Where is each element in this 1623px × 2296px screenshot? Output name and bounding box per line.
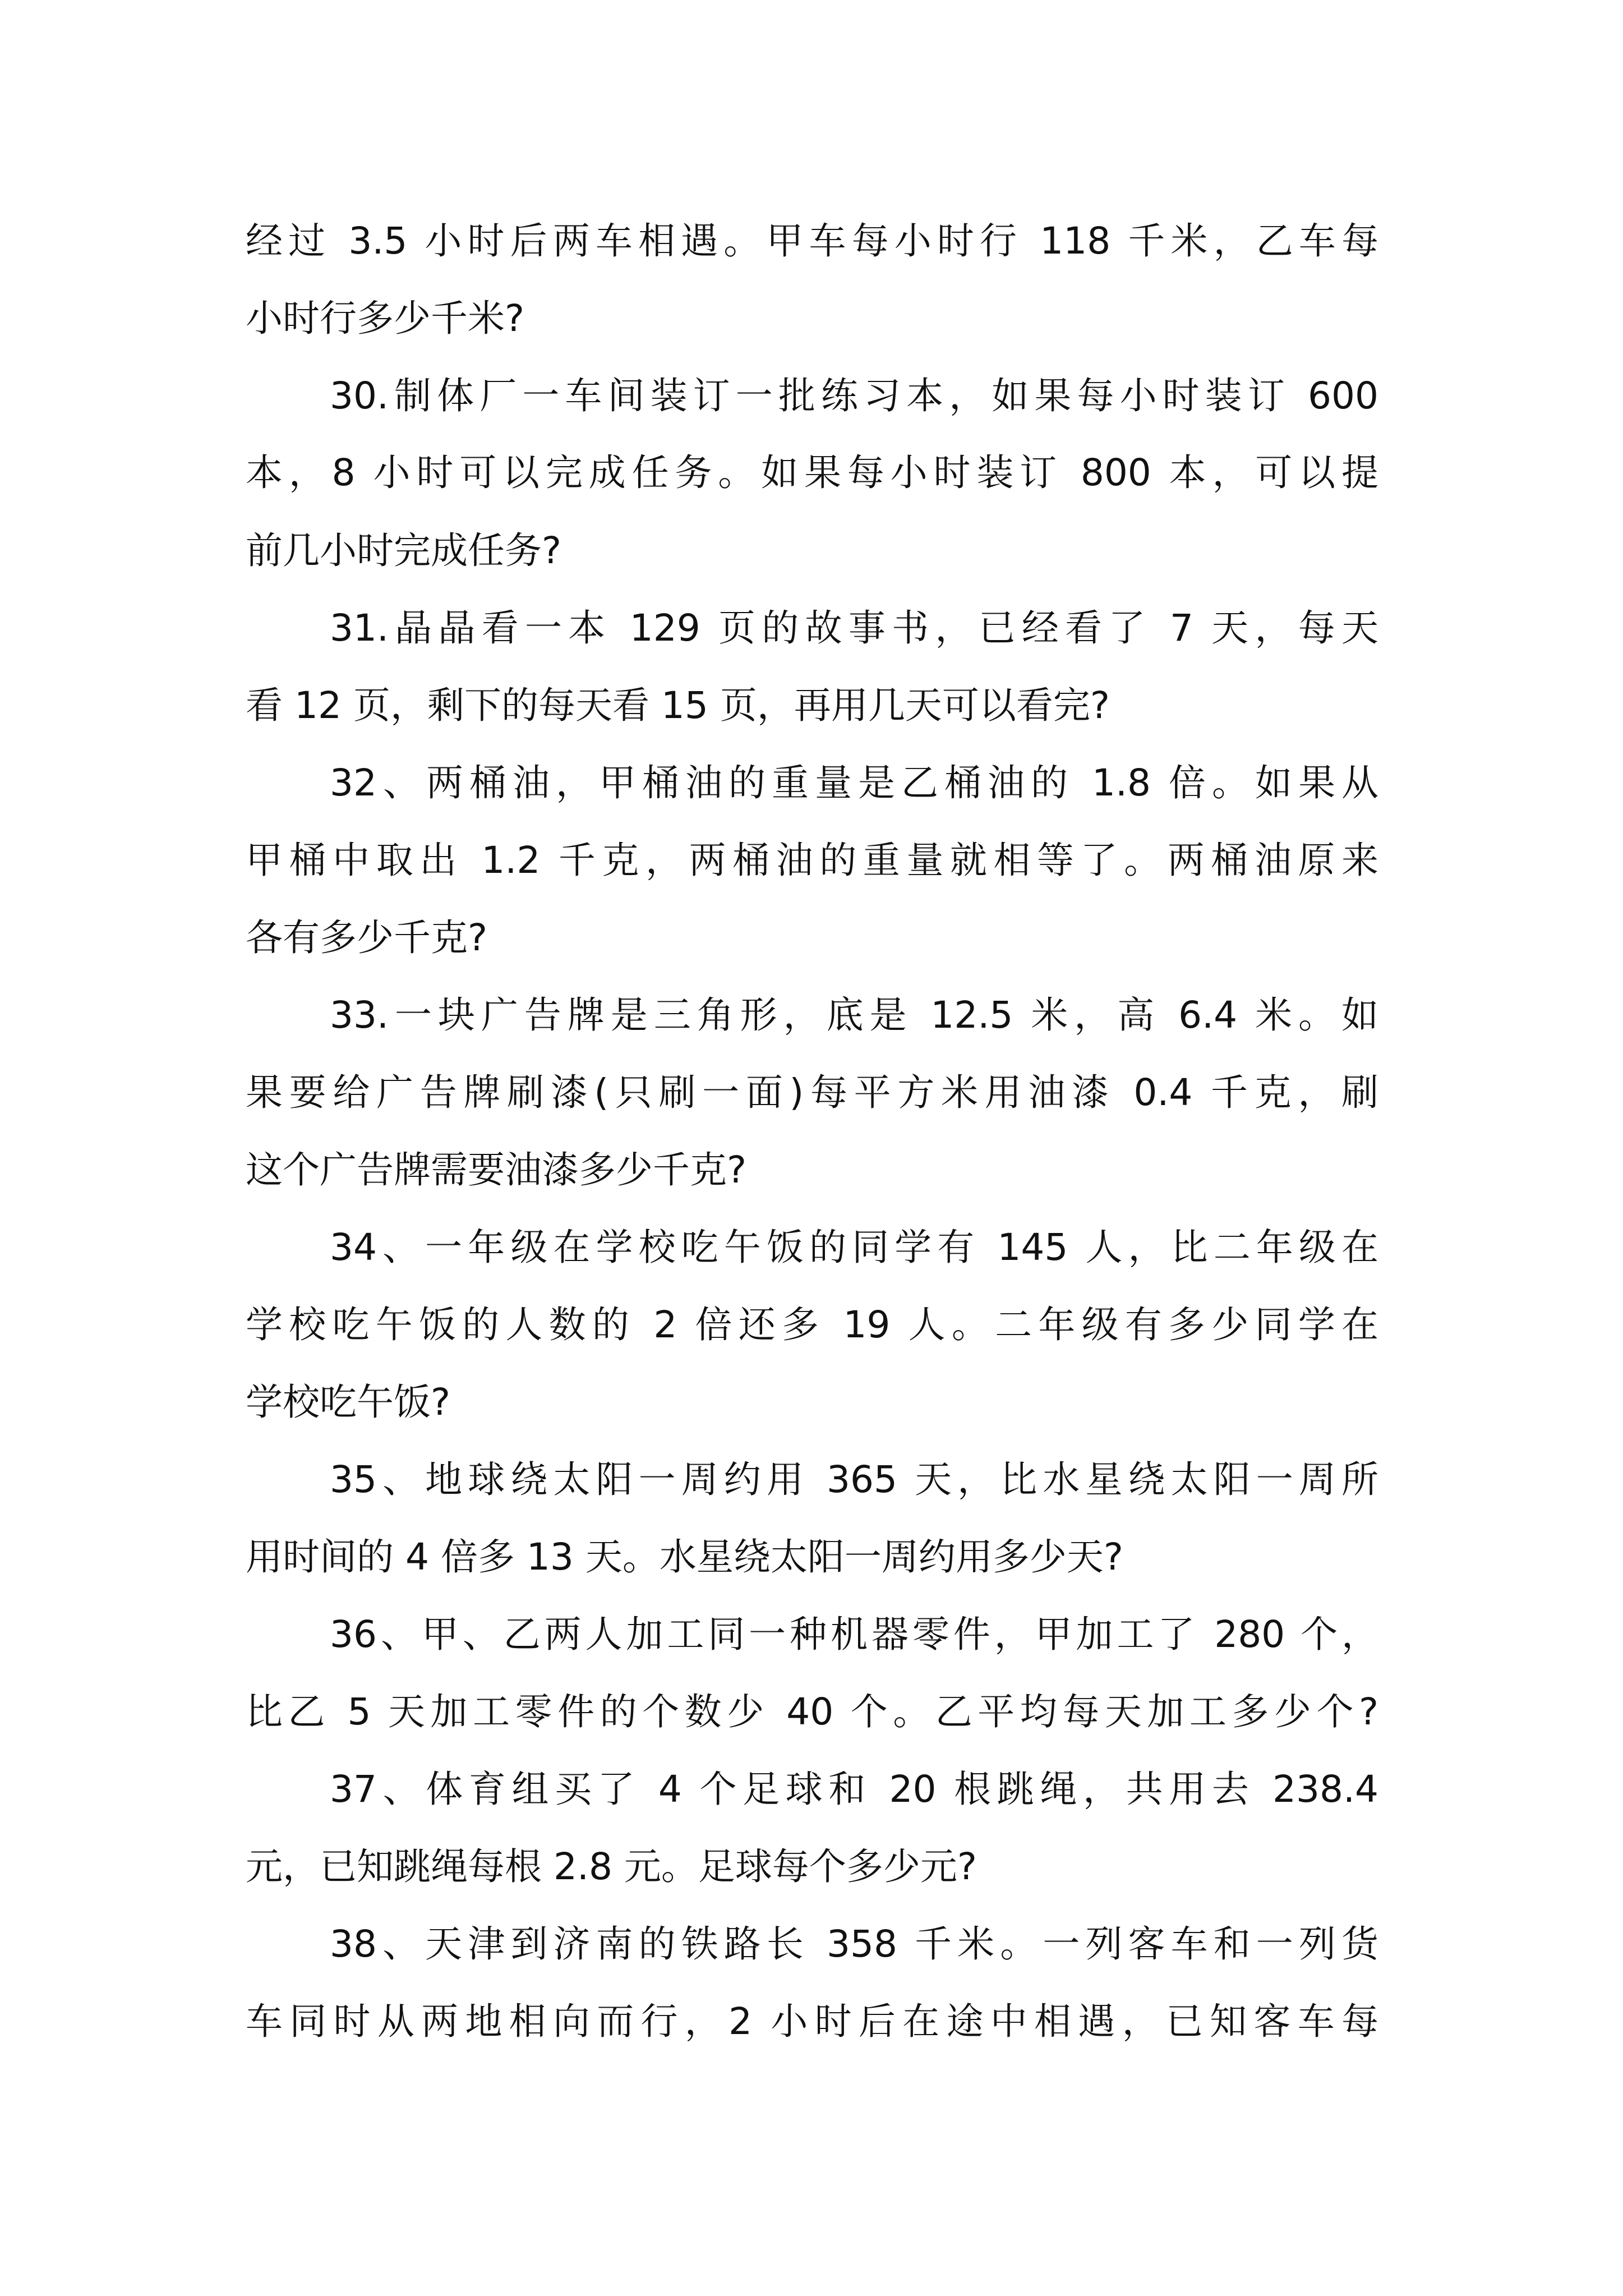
question-34-line: 34、一年级在学校吃午饭的同学有 145 人，比二年级在 — [330, 1226, 1378, 1269]
text-line: 比乙 5 天加工零件的个数少 40 个。乙平均每天加工多少个? — [246, 1690, 1378, 1733]
text-line: 果要给广告牌刷漆(只刷一面)每平方米用油漆 0.4 千克，刷 — [246, 1071, 1378, 1114]
text-line: 本，8 小时可以完成任务。如果每小时装订 800 本，可以提 — [246, 451, 1378, 494]
text-line: 学校吃午饭? — [246, 1381, 451, 1424]
text-line: 元，已知跳绳每根 2.8 元。足球每个多少元? — [246, 1845, 977, 1888]
text-line: 经过 3.5 小时后两车相遇。甲车每小时行 118 千米，乙车每 — [246, 219, 1378, 263]
text-line: 前几小时完成任务? — [246, 529, 562, 572]
question-37-line: 37、体育组买了 4 个足球和 20 根跳绳，共用去 238.4 — [330, 1768, 1378, 1811]
question-30-line: 30.制体厂一车间装订一批练习本，如果每小时装订 600 — [330, 374, 1378, 417]
text-line: 车同时从两地相向而行，2 小时后在途中相遇，已知客车每 — [246, 2000, 1378, 2043]
text-line: 看 12 页，剩下的每天看 15 页，再用几天可以看完? — [246, 684, 1110, 727]
question-35-line: 35、地球绕太阳一周约用 365 天，比水星绕太阳一周所 — [330, 1458, 1378, 1501]
text-line: 用时间的 4 倍多 13 天。水星绕太阳一周约用多少天? — [246, 1535, 1123, 1579]
text-line: 小时行多少千米? — [246, 297, 525, 340]
question-32-line: 32、两桶油，甲桶油的重量是乙桶油的 1.8 倍。如果从 — [330, 761, 1378, 804]
text-line: 甲桶中取出 1.2 千克，两桶油的重量就相等了。两桶油原来 — [246, 839, 1378, 882]
question-31-line: 31.晶晶看一本 129 页的故事书，已经看了 7 天，每天 — [330, 606, 1378, 650]
text-line: 这个广告牌需要油漆多少千克? — [246, 1148, 747, 1191]
question-36-line: 36、甲、乙两人加工同一种机器零件，甲加工了 280 个， — [330, 1613, 1378, 1656]
question-38-line: 38、天津到济南的铁路长 358 千米。一列客车和一列货 — [330, 1922, 1378, 1966]
text-line: 学校吃午饭的人数的 2 倍还多 19 人。二年级有多少同学在 — [246, 1303, 1378, 1346]
text-line: 各有多少千克? — [246, 916, 488, 959]
question-33-line: 33.一块广告牌是三角形，底是 12.5 米，高 6.4 米。如 — [330, 993, 1378, 1037]
